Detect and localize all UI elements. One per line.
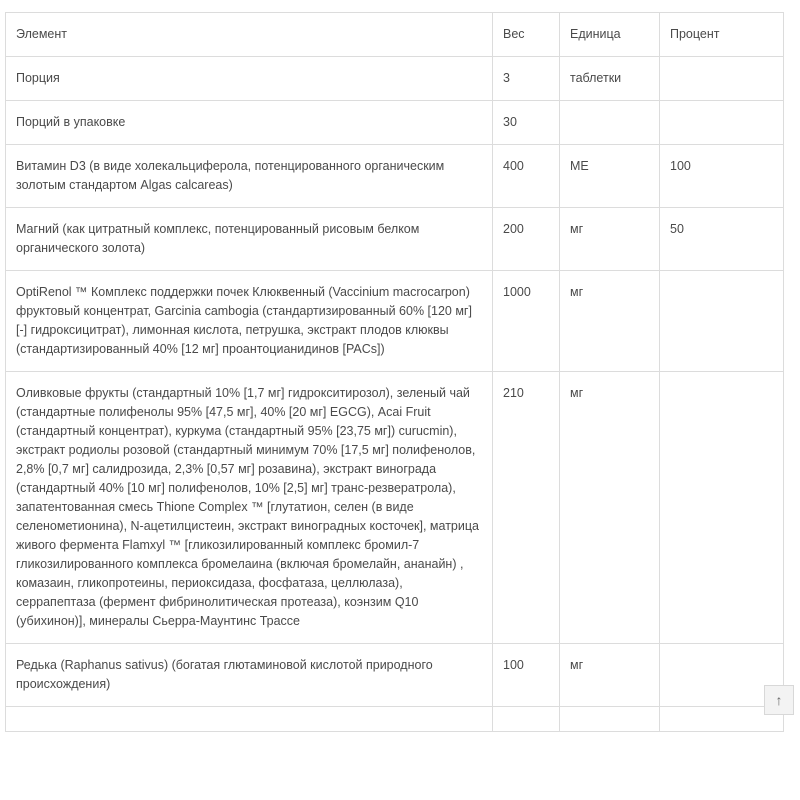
scroll-to-top-button[interactable]	[764, 685, 794, 715]
cell-weight: 3	[493, 57, 560, 101]
table-row	[6, 644, 784, 707]
cell-element: OptiRenol ™ Комплекс поддержки почек Клюквенный (Vaccinium macrocarpon) фруктовый концентрат, Garcinia cambogia (стандартизированный 60% [120 мг] [-] гидроксицитрат), лимонная кислота, петрушка, экстракт плодов клюквы (стандартизированный 40% [12 мг] проантоцианидинов [PACs])	[6, 271, 493, 372]
cell-element: Порций в упаковке	[6, 101, 493, 145]
table-row	[6, 208, 784, 271]
cell-weight: 200	[493, 208, 560, 271]
cell-element: Магний (как цитратный комплекс, потенцированный рисовым белком органического золота)	[6, 208, 493, 271]
supplement-facts-table	[5, 12, 784, 732]
cell-percent: 50	[660, 208, 784, 271]
cell-element	[6, 707, 493, 732]
table-row	[6, 707, 784, 732]
cell-percent: 100	[660, 145, 784, 208]
table-row	[6, 145, 784, 208]
column-header-element: Элемент	[6, 13, 493, 57]
arrow-up-icon: ↑	[775, 692, 783, 708]
cell-unit: мг	[560, 372, 660, 644]
cell-unit	[560, 101, 660, 145]
table-header-row	[6, 13, 784, 57]
cell-element: Витамин D3 (в виде холекальциферола, потенцированного органическим золотым стандартом Algas calcareas)	[6, 145, 493, 208]
cell-weight: 100	[493, 644, 560, 707]
cell-percent	[660, 271, 784, 372]
cell-weight	[493, 707, 560, 732]
table-row	[6, 57, 784, 101]
cell-weight: 210	[493, 372, 560, 644]
cell-unit: таблетки	[560, 57, 660, 101]
cell-element: Порция	[6, 57, 493, 101]
cell-unit	[560, 707, 660, 732]
column-header-percent: Процент	[660, 13, 784, 57]
cell-element: Редька (Raphanus sativus) (богатая глютаминовой кислотой природного происхождения)	[6, 644, 493, 707]
cell-weight: 30	[493, 101, 560, 145]
cell-unit: мг	[560, 271, 660, 372]
cell-percent	[660, 101, 784, 145]
cell-unit: МЕ	[560, 145, 660, 208]
cell-percent	[660, 372, 784, 644]
table-row	[6, 101, 784, 145]
cell-unit: мг	[560, 208, 660, 271]
cell-unit: мг	[560, 644, 660, 707]
table-row	[6, 271, 784, 372]
column-header-weight: Вес	[493, 13, 560, 57]
cell-percent	[660, 57, 784, 101]
cell-weight: 1000	[493, 271, 560, 372]
cell-weight: 400	[493, 145, 560, 208]
table-row	[6, 372, 784, 644]
column-header-unit: Единица	[560, 13, 660, 57]
cell-element: Оливковые фрукты (стандартный 10% [1,7 мг] гидрокситирозол), зеленый чай (стандартные полифенолы 95% [47,5 мг], 40% [20 мг] EGCG), Acai Fruit (стандартный концентрат), куркума (стандартный 95% [23,75 мг]) curucmin), экстракт родиолы розовой (стандартный минимум 70% [17,5 мг] полифенолов, 2,8% [0,7 мг] салидрозида, 2,3% [0,57 мг] розавина), экстракт винограда (стандартный 40% [10 мг] полифенолов, 10% [2,5] мг] транс-резвератрола), запатентованная смесь Thione Complex ™ [глутатион, селен (в виде селенометионина), N-ацетилцистеин, экстракт виноградных косточек], матрица живого фермента Flamxyl ™ [гликозилированный комплекс бромил-7 гликозилированного комплекса бромелаина (включая бромелайн, ананайн) , комазаин, гликопротеины, периоксидаза, фосфатаза, целлюлаза), серрапептаза (фермент фибринолитическая протеаза), коэнзим Q10 (убихинон)], минералы Сьерра-Маунтинс Трассе	[6, 372, 493, 644]
